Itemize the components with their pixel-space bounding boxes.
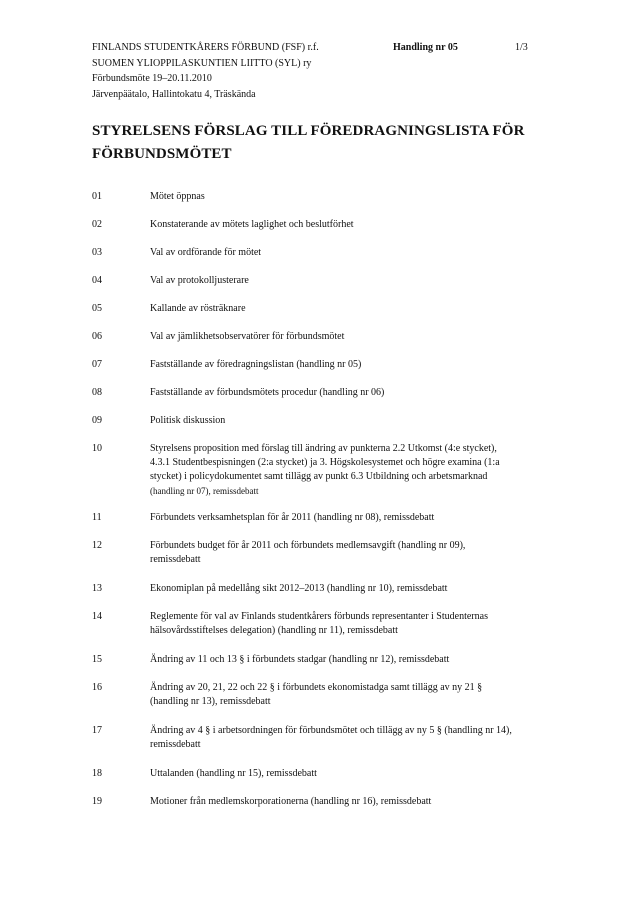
agenda-item-line: Ändring av 11 och 13 § i förbundets stadgar (handling nr 12), remissdebatt: [150, 654, 450, 665]
agenda-item-number: 07: [92, 359, 102, 370]
agenda-item-text: [150, 190, 588, 204]
agenda-item-number: 08: [92, 387, 102, 398]
agenda-item-text: [150, 681, 588, 709]
agenda-item-text: [150, 539, 588, 567]
agenda-item-line: Konstaterande av mötets laglighet och beslutförhet: [150, 219, 354, 230]
agenda-item-number: 10: [92, 443, 102, 454]
agenda-item-text: [150, 724, 588, 752]
agenda-item-line: Val av ordförande för mötet: [150, 247, 262, 258]
agenda-item-text: [150, 358, 588, 372]
agenda-item-text: [150, 442, 588, 498]
agenda-item-line: Val av protokolljusterare: [150, 275, 249, 286]
agenda-item-line: Förbundets budget för år 2011 och förbundets medlemsavgift (handling nr 09),: [150, 540, 466, 551]
agenda-item-text: [150, 274, 588, 288]
agenda-item-text: [150, 414, 588, 428]
agenda-item-number: 01: [92, 191, 102, 202]
agenda-item-text: [150, 767, 588, 781]
agenda-item-text: [150, 795, 588, 809]
agenda-item-line: Ekonomiplan på medellång sikt 2012–2013 (handling nr 10), remissdebatt: [150, 583, 448, 594]
agenda-item-text: [150, 511, 588, 525]
org-name-finnish: SUOMEN YLIOPPILASKUNTIEN LIITTO (SYL) ry: [92, 57, 312, 69]
meeting-venue: Järvenpäätalo, Hallintokatu 4, Träskända: [92, 88, 256, 100]
agenda-item-line: remissdebatt: [150, 554, 201, 565]
agenda-item-line: Politisk diskussion: [150, 415, 226, 426]
agenda-item-line: Kallande av rösträknare: [150, 303, 246, 314]
agenda-item-text: [150, 330, 588, 344]
agenda-item-number: 13: [92, 583, 102, 594]
agenda-item-line: 4.3.1 Studentbespisningen (2:a stycket) ja 3. Högskolesystemet och högre examina (1:a: [150, 457, 500, 468]
agenda-item-line: (handling nr 13), remissdebatt: [150, 696, 271, 707]
agenda-item-number: 12: [92, 540, 102, 551]
document-header: [92, 40, 562, 102]
agenda-item-number: 04: [92, 275, 102, 286]
agenda-item-line: Ändring av 4 § i arbetsordningen för förbundsmötet och tillägg av ny 5 § (handling nr 14),: [150, 725, 512, 736]
agenda-item-line: stycket) i policydokumentet samt tillägg av punkt 6.3 Utbildning och arbetsmarknad: [150, 471, 488, 482]
agenda-item-line: Fastställande av förbundsmötets procedur (handling nr 06): [150, 387, 385, 398]
agenda-item-number: 03: [92, 247, 102, 258]
agenda-item-number: 17: [92, 725, 102, 736]
agenda-item-line: Mötet öppnas: [150, 191, 205, 202]
agenda-item-line: remissdebatt: [150, 739, 201, 750]
agenda-item-text: [150, 610, 588, 638]
agenda-item-text: [150, 582, 588, 596]
agenda-item-text: [150, 386, 588, 400]
document-title: [92, 120, 562, 166]
agenda-item-text: [150, 653, 588, 667]
title-line-2: FÖRBUNDSMÖTET: [92, 146, 232, 162]
agenda-item-number: 16: [92, 682, 102, 693]
agenda-item-line: Styrelsens proposition med förslag till ändring av punkterna 2.2 Utkomst (4:e stycket),: [150, 443, 497, 454]
agenda-item-number: 14: [92, 611, 102, 622]
agenda-item-number: 09: [92, 415, 102, 426]
agenda-item-number: 15: [92, 654, 102, 665]
agenda-item-line: Fastställande av föredragningslistan (handling nr 05): [150, 359, 362, 370]
page-count: 1/3: [515, 42, 528, 53]
agenda-item-number: 18: [92, 768, 102, 779]
agenda-item-line: Uttalanden (handling nr 15), remissdebatt: [150, 768, 317, 779]
header-row: [92, 40, 562, 56]
org-name-swedish: FINLANDS STUDENTKÅRERS FÖRBUND (FSF) r.f.: [92, 42, 319, 53]
agenda-item-text: [150, 302, 588, 316]
agenda-item-line: hälsovårdsstiftelses delegation) (handling nr 11), remissdebatt: [150, 625, 398, 636]
agenda-item-line: Motioner från medlemskorporationerna (handling nr 16), remissdebatt: [150, 796, 432, 807]
agenda-item-line: Val av jämlikhetsobservatörer för förbundsmötet: [150, 331, 345, 342]
meeting-date: Förbundsmöte 19–20.11.2010: [92, 73, 212, 84]
agenda-item-text: [150, 218, 588, 232]
agenda-item-number: 06: [92, 331, 102, 342]
agenda-item-number: 19: [92, 796, 102, 807]
handling-number: Handling nr 05: [393, 42, 458, 53]
agenda-item-line: (handling nr 07), remissdebatt: [150, 486, 259, 496]
agenda-item-line: Reglemente för val av Finlands studentkårers förbunds representanter i Studenternas: [150, 611, 488, 622]
title-line-1: STYRELSENS FÖRSLAG TILL FÖREDRAGNINGSLISTA FÖR: [92, 123, 525, 139]
agenda-item-number: 05: [92, 303, 102, 314]
agenda-item-number: 11: [92, 512, 102, 523]
agenda-item-text: [150, 246, 588, 260]
agenda-item-line: Förbundets verksamhetsplan för år 2011 (handling nr 08), remissdebatt: [150, 512, 435, 523]
agenda-item-number: 02: [92, 219, 102, 230]
agenda-item-line: Ändring av 20, 21, 22 och 22 § i förbundets ekonomistadga samt tillägg av ny 21 §: [150, 682, 483, 693]
